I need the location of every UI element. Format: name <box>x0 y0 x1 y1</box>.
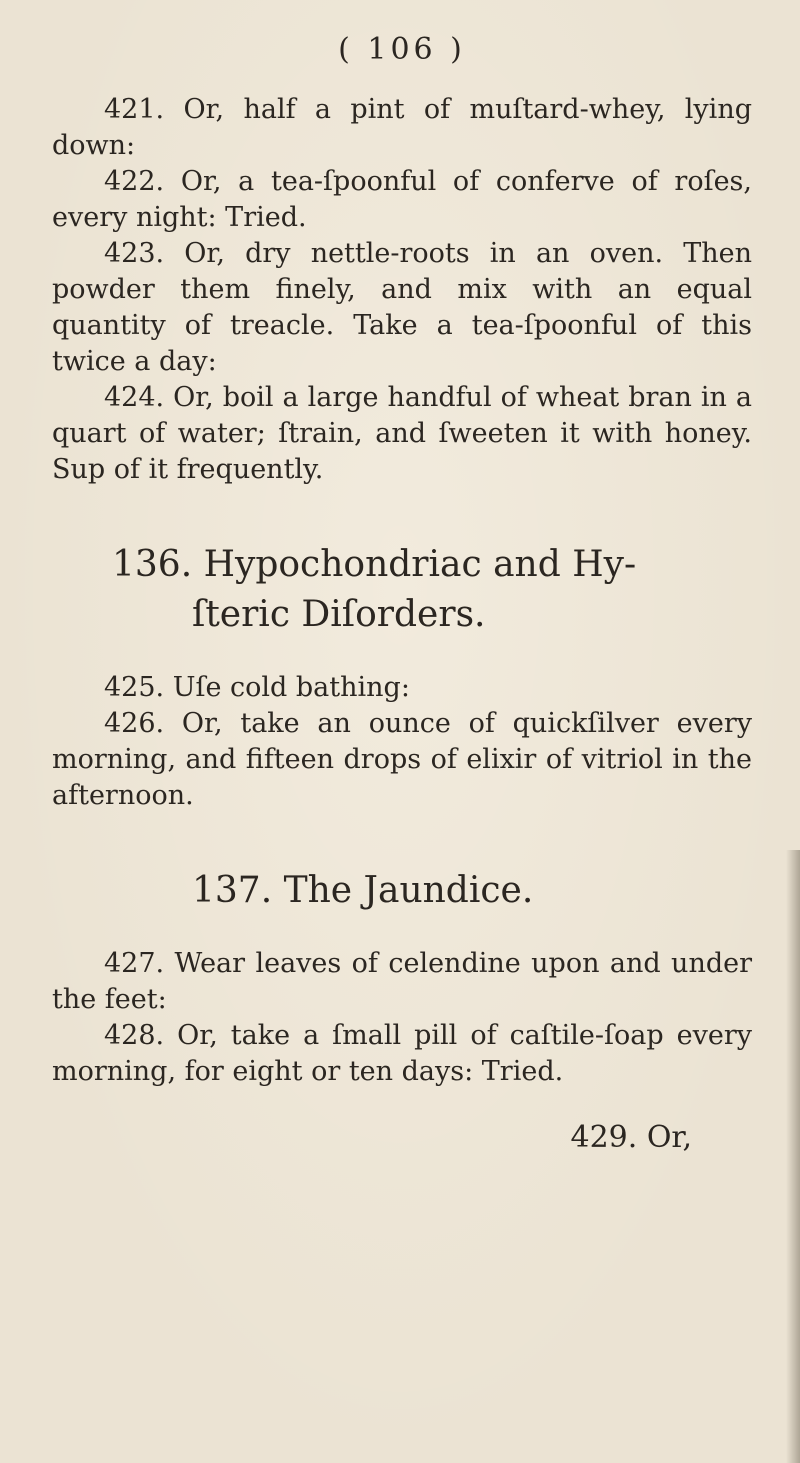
section-heading-136-line1: 136. Hypochondriac and Hy- <box>112 544 637 585</box>
paragraph-428: 428. Or, take a ſmall pill of caſtile-ſoap every morning, for eight or ten days: Tried. <box>52 1020 752 1087</box>
section-heading-136-line2: ſteric Diſorders. <box>192 594 486 635</box>
paragraph-425: 425. Uſe cold bathing: <box>104 672 410 703</box>
paragraph-421: 421. Or, half a pint of muſtard-whey, lying down: <box>52 94 752 161</box>
section-heading-137 <box>52 866 752 916</box>
section-heading-137-title: 137. The Jaundice. <box>192 870 534 911</box>
paragraph-423: 423. Or, dry nettle-roots in an oven. Then powder them finely, and mix with an equal quantity of treacle. Take a tea-ſpoonful of this twice a day: <box>52 238 752 377</box>
page-edge-shadow <box>786 850 800 1463</box>
paragraph-422: 422. Or, a tea-ſpoonful of conferve of roſes, every night: Tried. <box>52 166 752 233</box>
paragraph-424: 424. Or, boil a large handful of wheat bran in a quart of water; ſtrain, and ſweeten it with honey. Sup of it frequently. <box>52 382 752 485</box>
paragraph-426: 426. Or, take an ounce of quickſilver every morning, and fifteen drops of elixir of vitriol in the afternoon. <box>52 708 752 811</box>
catchword: 429. Or, <box>570 1120 692 1155</box>
page-text <box>52 28 752 1158</box>
page-number: ( 106 ) <box>338 32 466 67</box>
section-heading-136 <box>52 540 752 640</box>
paragraph-427: 427. Wear leaves of celendine upon and under the feet: <box>52 948 752 1015</box>
